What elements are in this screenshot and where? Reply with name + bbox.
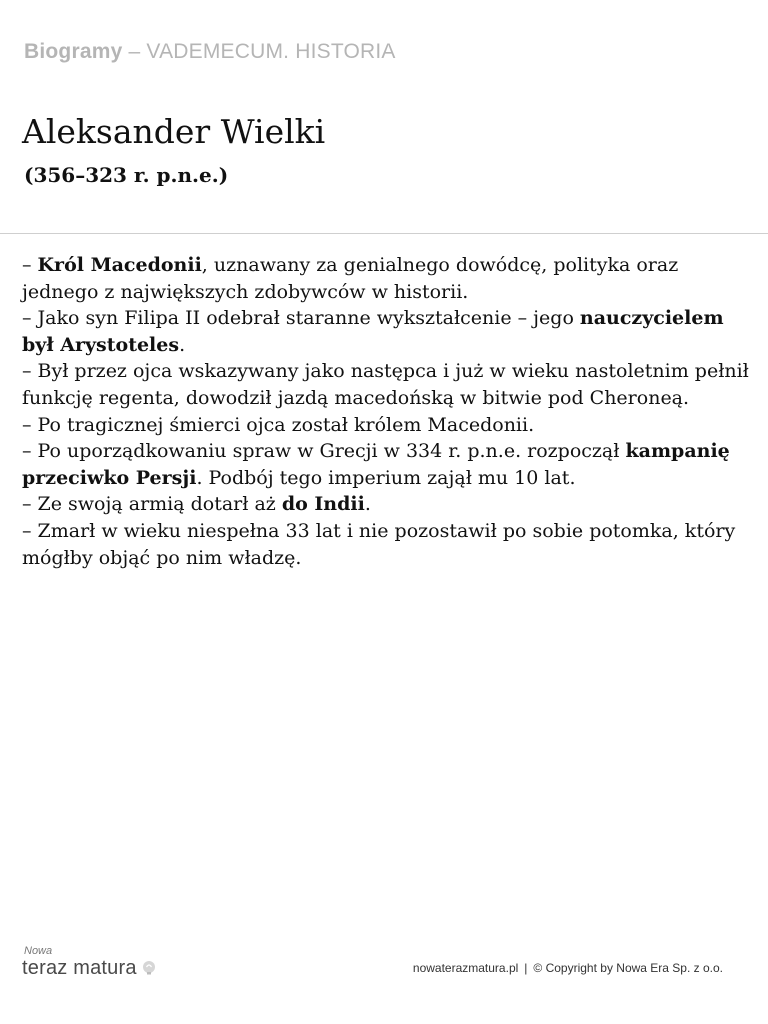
paragraph-text: – Po tragicznej śmierci ojca został królem Macedonii. (22, 413, 535, 436)
emphasis-text: kampanię przeciwko Persji (22, 440, 730, 489)
bullet-paragraph (22, 305, 752, 358)
page-title: Aleksander Wielki (22, 112, 326, 151)
divider (0, 233, 768, 234)
paragraph-text: – Jako syn Filipa II odebrał staranne wykształcenie – jego (22, 307, 580, 330)
bullet-paragraph (22, 252, 752, 305)
logo-small-text: Nowa (24, 945, 53, 957)
paragraph-text: – Zmarł w wieku niespełna 33 lat i nie pozostawił po sobie potomka, który mógłby objąć po nim władzę. (22, 519, 736, 569)
paragraph-text: – (22, 254, 38, 276)
bullet-paragraph (22, 438, 752, 491)
bullet-paragraph (22, 518, 752, 571)
paragraph-text: – Po uporządkowaniu spraw w Grecji w 334 r. p.n.e. rozpoczął (22, 440, 626, 463)
page-header (24, 40, 396, 64)
emphasis-text: Król Macedonii (37, 254, 202, 276)
logo-name: teraz matura (22, 957, 137, 979)
header-subtitle: – VADEMECUM. HISTORIA (122, 40, 396, 63)
paragraph-text: , uznawany za genialnego dowódcę, polityka oraz jednego z największych zdobywców w historii. (22, 254, 679, 303)
publisher-logo (22, 946, 157, 979)
biography-body (22, 252, 752, 571)
paragraph-text: . (364, 493, 371, 516)
bullet-paragraph (22, 491, 752, 518)
footer-separator: | (524, 961, 528, 975)
paragraph-text: – Ze swoją armią dotarł aż (22, 493, 282, 516)
footer-info (413, 961, 723, 975)
header-brand: Biogramy (24, 40, 123, 63)
bullet-paragraph (22, 412, 752, 439)
bullet-paragraph (22, 358, 752, 411)
paragraph-text: . (179, 333, 186, 356)
copyright-text: © Copyright by Nowa Era Sp. z o.o. (533, 961, 723, 975)
emphasis-text: nauczycielem był Arystoteles (22, 307, 724, 356)
paragraph-text: – Był przez ojca wskazywany jako następca i już w wieku nastoletnim pełnił funkcję regenta, dowodził jazdą macedońską w bitwie pod Cheroneą. (22, 360, 749, 409)
lightbulb-icon (141, 960, 157, 976)
life-dates: (356–323 r. p.n.e.) (24, 163, 229, 187)
emphasis-text: do Indii (281, 493, 365, 516)
paragraph-text: . Podbój tego imperium zajął mu 10 lat. (196, 466, 576, 489)
website-link[interactable]: nowaterazmatura.pl (412, 961, 519, 975)
